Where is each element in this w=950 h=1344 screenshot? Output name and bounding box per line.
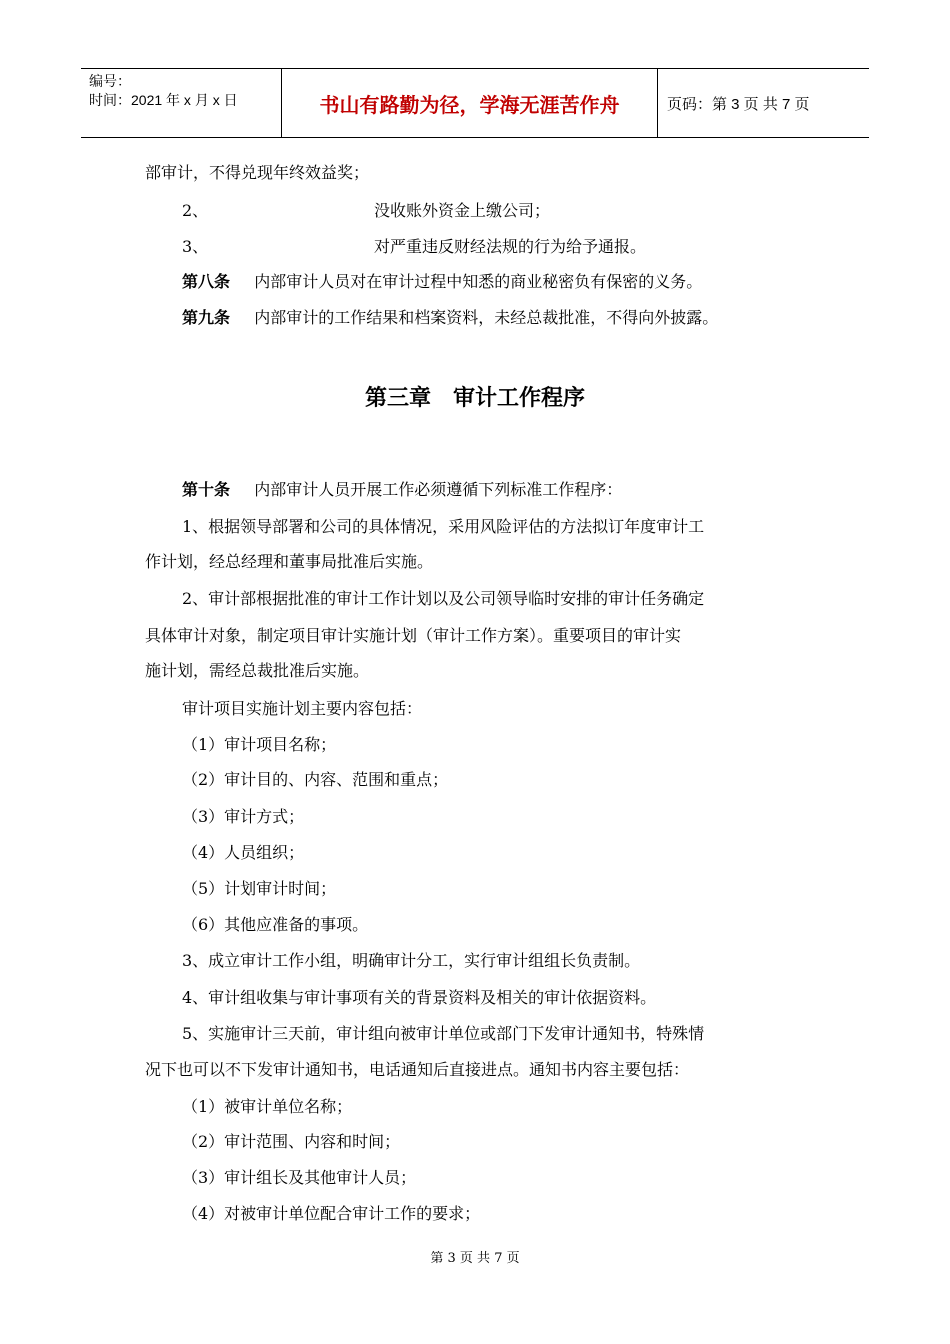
chapter-heading: 第三章 审计工作程序 [364, 386, 585, 411]
header-page-number: 页码：第 3 页 共 7 页 [667, 95, 810, 113]
list-item: （4）对被审计单位配合审计工作的要求； [182, 1204, 481, 1223]
text-line: 部审计，不得兑现年终效益奖； [145, 163, 370, 182]
doc-time-label: 时间：2021 年 x 月 x 日 [89, 92, 238, 108]
article-title: 第九条 [182, 308, 231, 327]
list-number: 3、 [182, 237, 209, 256]
list-number: 2、 [182, 201, 209, 220]
page-header [81, 68, 869, 138]
text-line: 作计划，经总经理和董事局批准后实施。 [145, 552, 434, 571]
doc-number-label: 编号： [89, 73, 131, 89]
article-text: 内部审计的工作结果和档案资料，未经总裁批准，不得向外披露。 [254, 308, 719, 327]
header-meta [81, 69, 282, 137]
article-9 [182, 305, 718, 328]
text-line: 5、实施审计三天前，审计组向被审计单位或部门下发审计通知书，特殊情 [182, 1024, 705, 1043]
list-item: （6）其他应准备的事项。 [182, 915, 369, 934]
article-text: 内部审计人员开展工作必须遵循下列标准工作程序： [254, 480, 623, 499]
list-item: （2）审计目的、内容、范围和重点； [182, 770, 449, 789]
article-8 [182, 269, 702, 292]
text-line: 施计划，需经总裁批准后实施。 [145, 661, 370, 680]
list-item: （1）审计项目名称； [182, 735, 337, 754]
text-line: 没收账外资金上缴公司； [374, 201, 551, 220]
list-item: （2）审计范围、内容和时间； [182, 1132, 401, 1151]
text-line: 审计项目实施计划主要内容包括： [182, 699, 423, 718]
list-item: （5）计划审计时间； [182, 879, 337, 898]
text-line: 3、成立审计工作小组，明确审计分工，实行审计组组长负责制。 [182, 951, 641, 970]
list-item: （3）审计方式； [182, 807, 305, 826]
text-line: 1、根据领导部署和公司的具体情况，采用风险评估的方法拟订年度审计工 [182, 517, 705, 536]
page-footer: 第 3 页 共 7 页 [430, 1251, 520, 1266]
text-line: 对严重违反财经法规的行为给予通报。 [374, 237, 647, 256]
text-line: 4、审计组收集与审计事项有关的背景资料及相关的审计依据资料。 [182, 988, 657, 1007]
text-line: 2、审计部根据批准的审计工作计划以及公司领导临时安排的审计任务确定 [182, 589, 705, 608]
text-line: 况下也可以不下发审计通知书，电话通知后直接进点。通知书内容主要包括： [145, 1060, 690, 1079]
list-item: （4）人员组织； [182, 843, 305, 862]
list-item: （3）审计组长及其他审计人员； [182, 1168, 417, 1187]
article-10 [182, 477, 622, 500]
header-motto: 书山有路勤为径，学海无涯苦作舟 [282, 69, 658, 137]
article-text: 内部审计人员对在审计过程中知悉的商业秘密负有保密的义务。 [254, 272, 703, 291]
article-title: 第十条 [182, 480, 231, 499]
list-item: （1）被审计单位名称； [182, 1097, 353, 1116]
text-line: 具体审计对象，制定项目审计实施计划（审计工作方案）。重要项目的审计实 [145, 626, 682, 645]
article-title: 第八条 [182, 272, 231, 291]
